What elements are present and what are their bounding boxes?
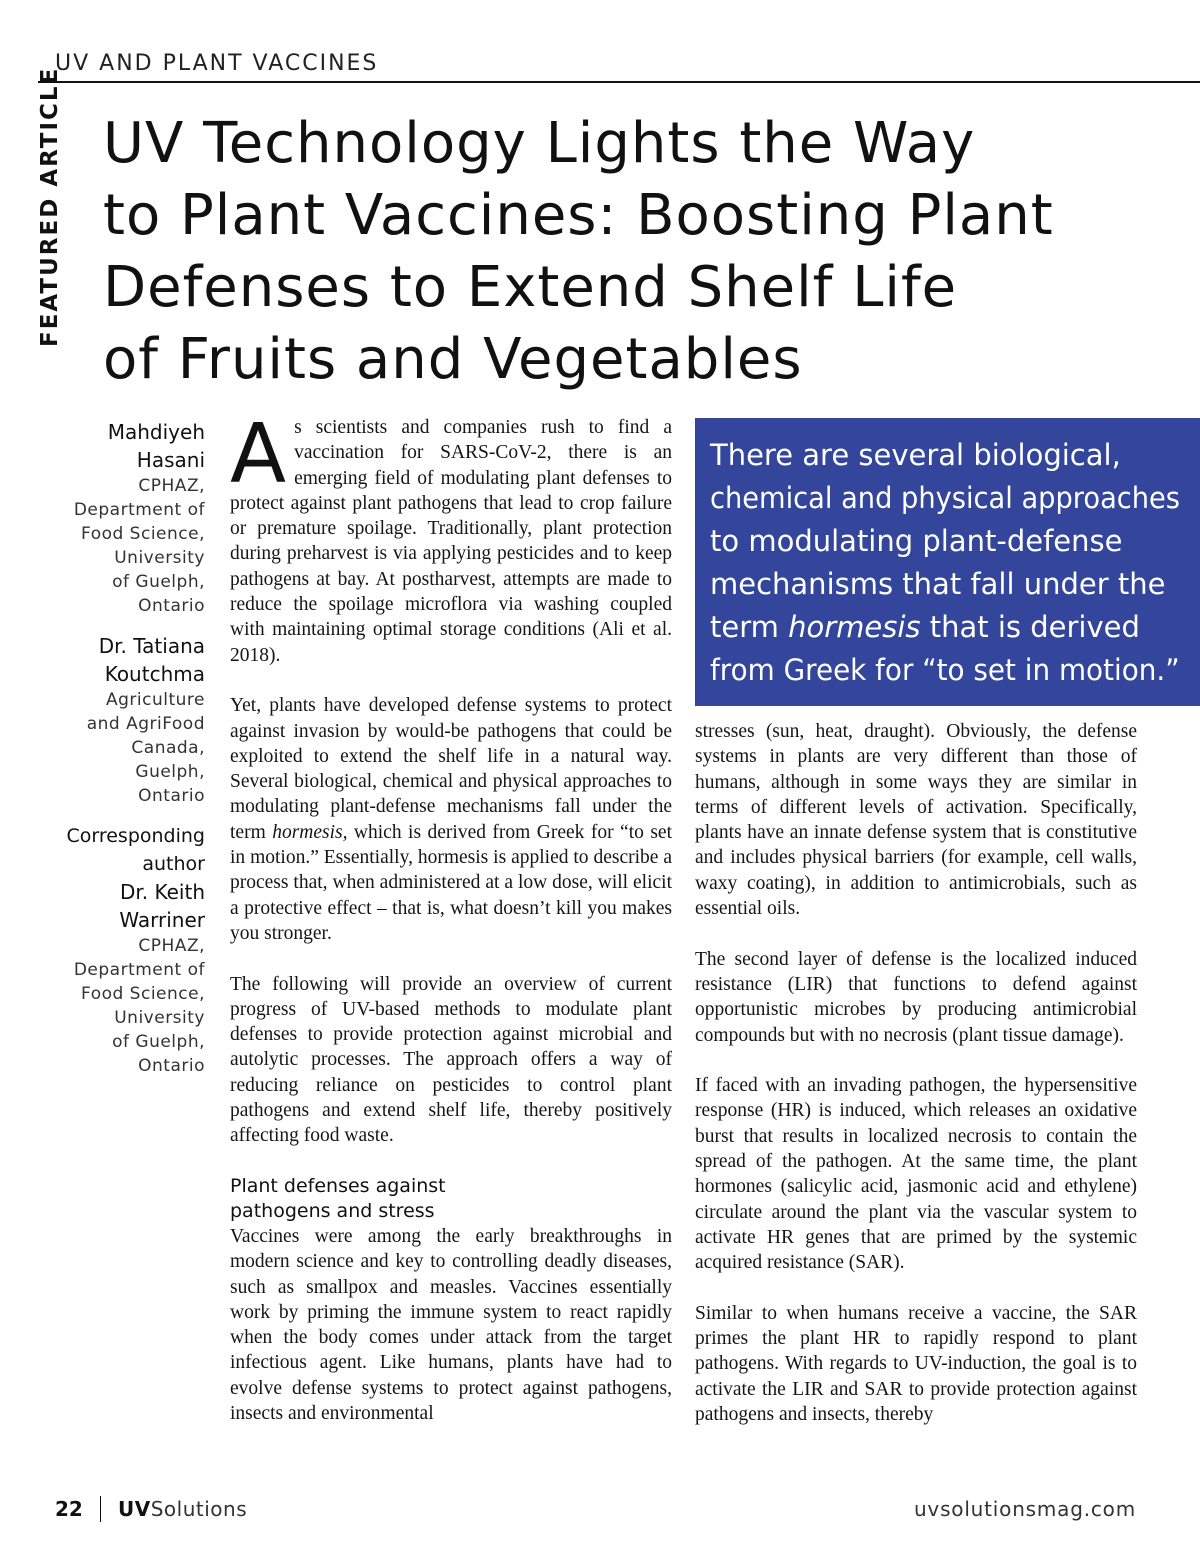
author-affiliation: Agriculture	[106, 690, 205, 710]
body-column-right	[695, 719, 1137, 1453]
author-affiliation: Food Science,	[81, 524, 205, 544]
title-line: of Fruits and Vegetables	[103, 327, 803, 392]
author-affiliation: Ontario	[138, 786, 205, 806]
section-label: UV AND PLANT VACCINES	[55, 51, 379, 76]
pull-quote-text: term	[710, 610, 789, 644]
author-affiliation: Food Science,	[81, 984, 205, 1004]
magazine-url: uvsolutionsmag.com	[913, 1497, 1136, 1521]
body-paragraph: The following will provide an overview of current progress of UV-based methods to modulate plant defenses to provide protection against microbial and autolytic processes. The approach offers a way of reducing reliance on pesticides to control plant pathogens and extend shelf life, thereby positively affecting food waste.	[230, 973, 672, 1147]
title-line: Defenses to Extend Shelf Life	[103, 255, 958, 320]
drop-cap: A	[230, 407, 287, 502]
article-title	[103, 108, 1163, 396]
author-name: Dr. Keith	[120, 880, 205, 904]
pull-quote-emphasis: hormesis	[788, 610, 921, 644]
body-paragraph: Similar to when humans receive a vaccine, the SAR primes the plant HR to rapidly respond to plant pathogens. With regards to UV-induction, the goal is to activate the LIR and SAR to provide protection against pathogens and insects, thereby	[695, 1302, 1137, 1426]
brand-bold: UV	[118, 1497, 151, 1521]
author-affiliation: of Guelph,	[112, 572, 205, 592]
author-affiliation: Department of	[73, 500, 205, 520]
corresponding-author-label: author	[142, 853, 205, 875]
body-column-left	[230, 407, 672, 1452]
author-warriner	[30, 822, 205, 1078]
pull-quote-line	[710, 606, 1180, 649]
footer-divider	[100, 1496, 101, 1522]
title-line: UV Technology Lights the Way	[103, 111, 976, 176]
title-line: to Plant Vaccines: Boosting Plant	[103, 183, 1054, 248]
pull-quote-line: from Greek for “to set in motion.”	[710, 653, 1180, 687]
author-hasani	[30, 418, 205, 618]
paragraph-text: s scientists and companies rush to find a vaccination for SARS-CoV-2, there is an emerging field of modulating plant defenses to protect against plant pathogens that lead to crop failure or premature spoilage. Traditionally, plant protection during preharvest is via applying pesticides and to keep pathogens at bay. At postharvest, attempts are made to reduce the spoilage microflora via washing coupled with maintaining optimal storage conditions (Ali et al. 2018).	[230, 417, 672, 666]
author-affiliation: University	[114, 548, 205, 568]
brand-rest: Solutions	[150, 1497, 248, 1521]
featured-article-tag: FEATURED ARTICLE	[37, 66, 63, 347]
author-list	[30, 418, 205, 1092]
emphasis-term: hormesis,	[272, 821, 348, 843]
pull-quote-line: to modulating plant-defense	[710, 524, 1123, 558]
pull-quote-line: There are several biological,	[710, 438, 1121, 472]
body-paragraph	[230, 407, 672, 668]
author-affiliation: University	[114, 1008, 205, 1028]
author-affiliation: CPHAZ,	[138, 936, 205, 956]
pull-quote	[695, 418, 1200, 706]
paragraph-text: Yet, plants have developed defense systems to protect against invasion by would-be pathogens that could be exploited to extend the shelf life in a natural way. Several biological, chemical and physical approaches to modulating plant-defense mechanisms fall under the term	[230, 695, 672, 843]
author-affiliation: Canada,	[131, 738, 205, 758]
body-paragraph: Vaccines were among the early breakthroughs in modern science and key to controlling deadly diseases, such as smallpox and measles. Vaccines essentially work by priming the immune system to react rapidly when the body comes under attack from the target infectious agent. Like humans, plants have had to evolve defense systems to protect against pathogens, insects and environmental	[230, 1225, 672, 1424]
header-rule	[38, 81, 1200, 83]
body-paragraph: If faced with an invading pathogen, the hypersensitive response (HR) is induced, which releases an oxidative burst that results in localized necrosis to contain the spread of the pathogen. At the same time, the plant hormones (salicylic acid, jasmonic acid and ethylene) circulate around the plant via the vascular system to activate HR genes that are primed by the systemic acquired resistance (SAR).	[695, 1075, 1137, 1274]
author-affiliation: Ontario	[138, 596, 205, 616]
author-name: Warriner	[119, 908, 205, 932]
author-affiliation: Guelph,	[135, 762, 205, 782]
author-name: Hasani	[136, 448, 205, 472]
subhead-line: Plant defenses against	[230, 1174, 446, 1197]
author-affiliation: of Guelph,	[112, 1032, 205, 1052]
author-name: Mahdiyeh	[107, 420, 205, 444]
author-name: Koutchma	[104, 662, 205, 686]
body-paragraph: stresses (sun, heat, draught). Obviously, the defense systems in plants are very different than those of humans, although in some ways they are similar in terms of different levels of activation. Specifically, plants have an innate defense system that is constitutive and includes physical barriers (for example, cell walls, waxy coating), in addition to antimicrobials, such as essential oils.	[695, 721, 1137, 920]
author-name: Dr. Tatiana	[98, 634, 205, 658]
author-affiliation: Ontario	[138, 1056, 205, 1076]
author-affiliation: CPHAZ,	[138, 476, 205, 496]
body-paragraph: The second layer of defense is the localized induced resistance (LIR) that functions to defend against opportunistic microbes by producing antimicrobial compounds but with no necrosis (plant tissue damage).	[695, 948, 1137, 1046]
author-koutchma	[30, 632, 205, 808]
author-affiliation: and AgriFood	[86, 714, 205, 734]
pull-quote-text: that is derived	[920, 610, 1140, 644]
page-number: 22	[55, 1497, 83, 1521]
section-subhead	[230, 1174, 672, 1224]
subhead-line: pathogens and stress	[230, 1199, 435, 1222]
pull-quote-line: mechanisms that fall under the	[710, 567, 1166, 601]
pull-quote-line: chemical and physical approaches	[710, 481, 1181, 515]
paragraph-text: which is derived from Greek for “to set in motion.” Essentially, hormesis is applied to describe a process that, when administered at a low dose, will elicit a protective effect – that is, what doesn’t kill you makes you stronger.	[230, 821, 672, 944]
author-affiliation: Department of	[73, 960, 205, 980]
body-paragraph	[230, 693, 672, 946]
magazine-brand	[118, 1496, 247, 1522]
corresponding-author-label: Corresponding	[66, 825, 205, 847]
